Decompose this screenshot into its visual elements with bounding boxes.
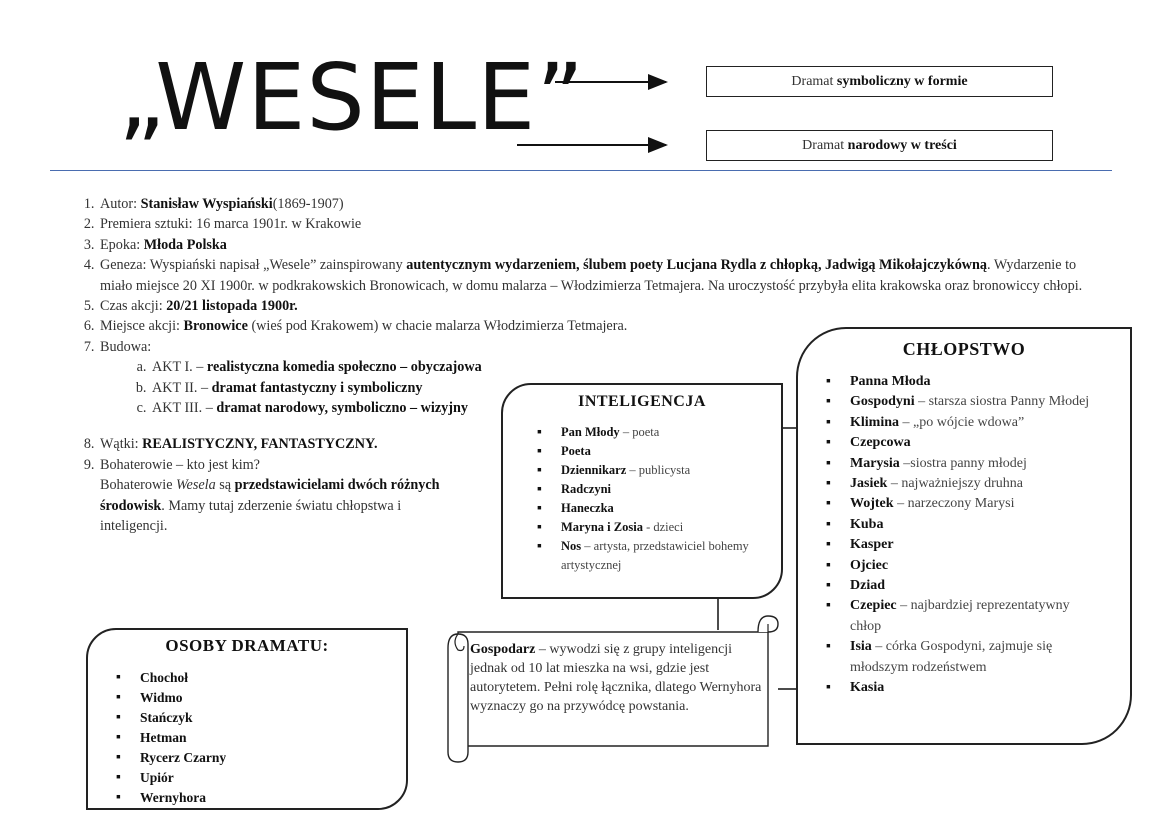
list-item: ▪ Pan Młody – poeta bbox=[537, 423, 767, 442]
list-item-premiere: 2. Premiera sztuki: 16 marca 1901r. w Krakowie bbox=[98, 214, 1085, 234]
list-item: ▪ Jasiek – najważniejszy druhna bbox=[826, 474, 1101, 494]
form-box bbox=[706, 66, 1053, 97]
acts-list bbox=[100, 357, 495, 418]
list-item-genesis: 4. Geneza: Wyspiański napisał „Wesele” zainspirowany autentycznym wydarzeniem, ślubem poety Lucjana Rydla z chłopką, Jadwigą Mikołajczykówną. Wydarzenie to miało miejsce 20 XI 1900r. w podkrakowskich Bronowicach, w domu malarza – Włodzimierza Tetmajera. Na uroczystość przybyła elita krakowska oraz bronowiccy chłopi. bbox=[98, 255, 1085, 296]
list-item: ▪ Nos – artysta, przedstawiciel bohemy artystycznej bbox=[537, 537, 767, 575]
osoby-dramatu-box bbox=[86, 628, 408, 810]
form-box-pre: Dramat bbox=[791, 74, 837, 89]
content-box-pre: Dramat bbox=[802, 138, 848, 153]
list-item: ▪ Klimina – „po wójcie wdowa” bbox=[826, 413, 1101, 433]
list-item-structure: 7. Budowa: a. AKT I. – realistyczna komedia społeczno – obyczajowa b. AKT II. – dramat fantastyczny i symboliczny c. AKT III. – dramat narodowy, symboliczno – wizyjny bbox=[98, 337, 1085, 435]
chlopstwo-list bbox=[826, 372, 1101, 699]
inteligencja-box bbox=[501, 383, 783, 599]
form-box-bold: symboliczny w formie bbox=[836, 74, 968, 89]
list-item: ▪ Czepcowa bbox=[826, 433, 1101, 453]
list-item: ▪ Radczyni bbox=[537, 480, 767, 499]
list-item: ▪ Kasia bbox=[826, 678, 1101, 698]
list-item: ▪ Hetman bbox=[116, 728, 406, 748]
divider bbox=[50, 170, 1112, 171]
act-item: c. AKT III. – dramat narodowy, symboliczno – wizyjny bbox=[150, 398, 495, 418]
list-item: ▪ Rycerz Czarny bbox=[116, 748, 406, 768]
chlopstwo-heading: CHŁOPSTWO bbox=[902, 339, 1026, 359]
list-item-epoch: 3. Epoka: Młoda Polska bbox=[98, 235, 1085, 255]
page-title: „WESELE” bbox=[118, 44, 585, 151]
osoby-list bbox=[116, 668, 406, 808]
inteligencja-list bbox=[537, 423, 767, 575]
list-item: ▪ Stańczyk bbox=[116, 708, 406, 728]
list-item: ▪ Ojciec bbox=[826, 556, 1101, 576]
list-item-heroes: 9. Bohaterowie – kto jest kim? Bohaterowie Wesela są przedstawicielami dwóch różnych środowisk. Mamy tutaj zderzenie światu chłopstwa i inteligencji. bbox=[98, 455, 455, 537]
list-item-author: 1. Autor: Stanisław Wyspiański(1869-1907) bbox=[98, 194, 1085, 214]
osoby-heading: OSOBY DRAMATU: bbox=[165, 636, 329, 655]
list-item: ▪ Kuba bbox=[826, 515, 1101, 535]
list-item: ▪ Marysia –siostra panny młodej bbox=[826, 454, 1101, 474]
content-box-bold: narodowy w treści bbox=[847, 138, 957, 153]
list-item-time: 5. Czas akcji: 20/21 listopada 1900r. bbox=[98, 296, 1085, 316]
inteligencja-heading: INTELIGENCJA bbox=[578, 393, 706, 410]
list-item: ▪ Wojtek – narzeczony Marysi bbox=[826, 494, 1101, 514]
gospodarz-text: Gospodarz – wywodzi się z grupy inteligencji jednak od 10 lat mieszka na wsi, gdzie jest autorytetem. Pełni rolę łącznika, dlatego Wernyhora wyznaczy go na przywódcę powstania. bbox=[470, 642, 762, 714]
list-item: ▪ Kasper bbox=[826, 535, 1101, 555]
list-item-place: 6. Miejsce akcji: Bronowice (wieś pod Krakowem) w chacie malarza Włodzimierza Tetmajera. bbox=[98, 316, 1085, 336]
list-item: ▪ Chochoł bbox=[116, 668, 406, 688]
list-item: ▪ Dziennikarz – publicysta bbox=[537, 461, 767, 480]
list-item: ▪ Isia – córka Gospodyni, zajmuje się młodszym rodzeństwem bbox=[826, 637, 1101, 678]
list-item: ▪ Gospodyni – starsza siostra Panny Młodej bbox=[826, 392, 1101, 412]
list-item: ▪ Maryna i Zosia - dzieci bbox=[537, 518, 767, 537]
list-item: ▪ Widmo bbox=[116, 688, 406, 708]
list-item: ▪ Panna Młoda bbox=[826, 372, 1101, 392]
list-item: ▪ Wernyhora bbox=[116, 788, 406, 808]
chlopstwo-box bbox=[796, 327, 1132, 745]
list-item: ▪ Czepiec – najbardziej reprezentatywny chłop bbox=[826, 596, 1101, 637]
act-item: a. AKT I. – realistyczna komedia społeczno – obyczajowa bbox=[150, 357, 495, 377]
list-item: ▪ Dziad bbox=[826, 576, 1101, 596]
list-item: ▪ Upiór bbox=[116, 768, 406, 788]
act-item: b. AKT II. – dramat fantastyczny i symboliczny bbox=[150, 378, 495, 398]
list-item: ▪ Haneczka bbox=[537, 499, 767, 518]
list-item: ▪ Poeta bbox=[537, 442, 767, 461]
list-item-threads: 8. Wątki: REALISTYCZNY, FANTASTYCZNY. bbox=[98, 434, 1085, 454]
content-box bbox=[706, 130, 1053, 161]
